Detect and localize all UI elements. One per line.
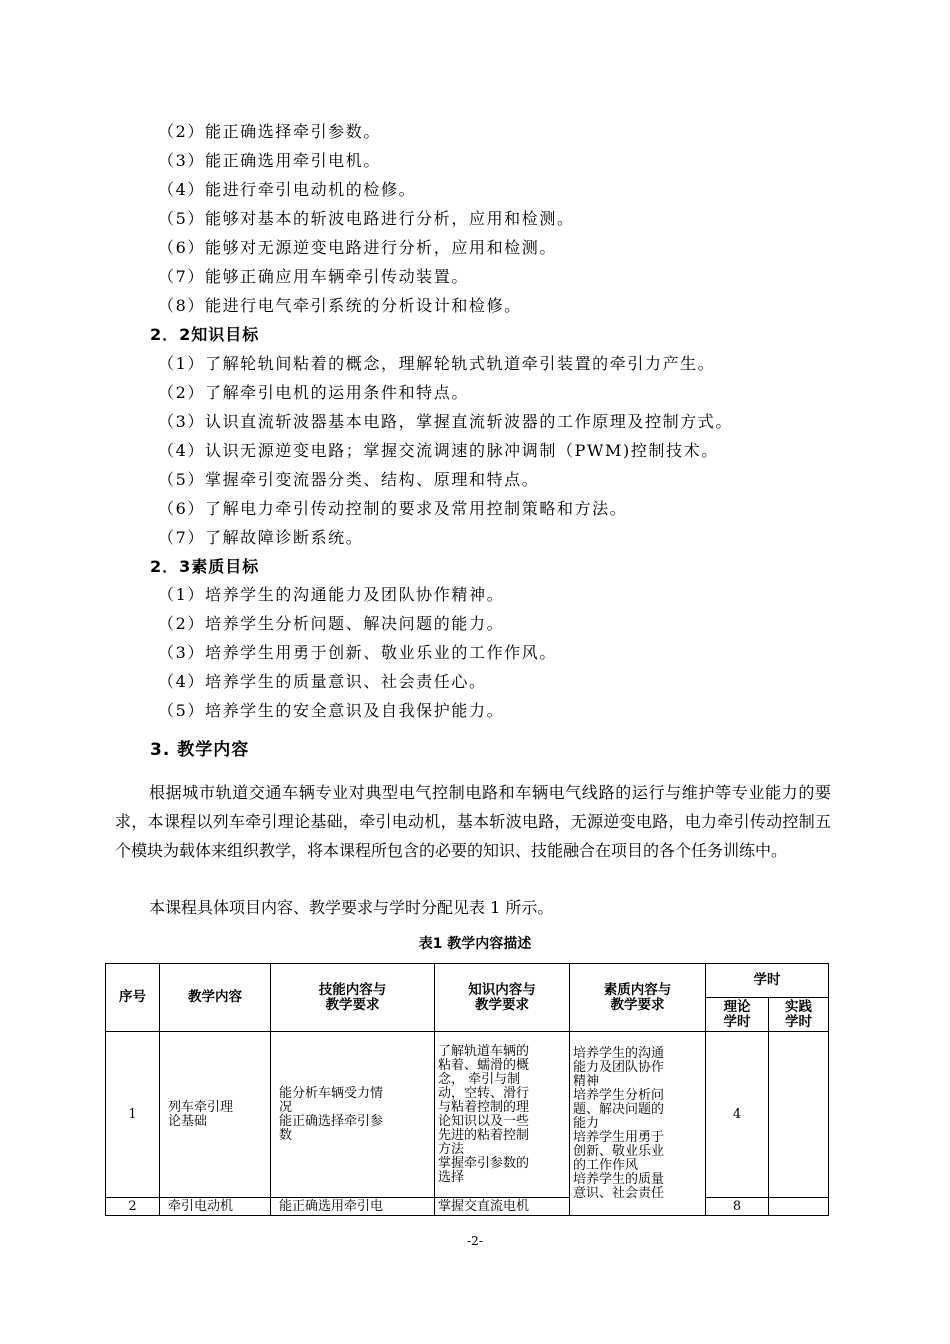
quality-objective-heading: 2．3素质目标 (150, 557, 260, 576)
quality-item: （2）培养学生分析问题、解决问题的能力。 (158, 614, 505, 633)
row-quality: 培养学生的沟通 能力及团队协作 精神 培养学生分析问 题、解决问题的 能力 培养学生用勇于 创新、敬业乐业 的工作作风 培养学生的质量 意识、社会责任 (570, 1032, 706, 1216)
skill-item: （4）能进行牵引电动机的检修。 (158, 180, 417, 199)
body-paragraph-table-ref: 本课程具体项目内容、教学要求与学时分配见表 1 所示。 (149, 898, 554, 917)
row-theory-hours: 4 (706, 1032, 769, 1198)
table-header-row (106, 964, 829, 998)
header-practice-hours: 实践 学时 (769, 998, 829, 1032)
page-number: -2- (467, 1234, 483, 1248)
header-skill: 技能内容与 教学要求 (271, 964, 435, 1032)
quality-item: （3）培养学生用勇于创新、敬业乐业的工作作风。 (158, 643, 557, 662)
table-row (106, 1032, 829, 1198)
teaching-content-heading: 3. 教学内容 (150, 740, 250, 760)
knowledge-item: （5）掌握牵引变流器分类、结构、原理和特点。 (158, 470, 540, 489)
header-no: 序号 (106, 964, 160, 1032)
row-knowledge: 了解轨道车辆的 粘着、蠕滑的概 念， 牵引与制 动，空转、滑行 与粘着控制的理 论知识以及一些 先进的粘着控制 方法 掌握牵引参数的 选择 (435, 1032, 570, 1198)
header-theory-hours: 理论 学时 (706, 998, 769, 1032)
body-paragraph: 根据城市轨道交通车辆专业对典型电气控制电路和车辆电气线路的运行与维护等专业能力的要求，本课程以列车牵引理论基础，牵引电动机，基本斩波电路，无源逆变电路，电力牵引传动控制五个模块为载体来组织教学，将本课程所包含的必要的知识、技能融合在项目的各个任务训练中。 (115, 783, 831, 860)
row-content: 牵引电动机 (160, 1198, 271, 1216)
skill-item: （8）能进行电气牵引系统的分析设计和检修。 (158, 296, 522, 315)
row-no: 2 (106, 1198, 160, 1216)
knowledge-item: （7）了解故障诊断系统。 (158, 528, 364, 547)
header-hours: 学时 (706, 964, 829, 998)
row-content: 列车牵引理 论基础 (160, 1032, 271, 1198)
quality-item: （1）培养学生的沟通能力及团队协作精神。 (158, 585, 505, 604)
header-knowledge: 知识内容与 教学要求 (435, 964, 570, 1032)
skill-item: （2）能正确选择牵引参数。 (158, 122, 381, 141)
skill-item: （7）能够正确应用车辆牵引传动装置。 (158, 267, 469, 286)
row-practice-hours (769, 1198, 829, 1216)
knowledge-item: （4）认识无源逆变电路；掌握交流调速的脉冲调制（PWM)控制技术。 (158, 441, 719, 460)
quality-item: （4）培养学生的质量意识、社会责任心。 (158, 672, 487, 691)
quality-item: （5）培养学生的安全意识及自我保护能力。 (158, 701, 505, 720)
skill-item: （3）能正确选用牵引电机。 (158, 151, 381, 170)
row-skill: 能正确选用牵引电 (271, 1198, 435, 1216)
table-row (106, 1198, 829, 1216)
row-theory-hours: 8 (706, 1198, 769, 1216)
row-knowledge: 掌握交直流电机 (435, 1198, 570, 1216)
knowledge-item: （1）了解轮轨间粘着的概念，理解轮轨式轨道牵引装置的牵引力产生。 (158, 354, 716, 373)
teaching-content-table (105, 963, 829, 1216)
row-practice-hours (769, 1032, 829, 1198)
row-no: 1 (106, 1032, 160, 1198)
header-quality: 素质内容与 教学要求 (570, 964, 706, 1032)
skill-item: （6）能够对无源逆变电路进行分析，应用和检测。 (158, 238, 557, 257)
knowledge-objective-heading: 2．2知识目标 (150, 325, 260, 344)
knowledge-item: （6）了解电力牵引传动控制的要求及常用控制策略和方法。 (158, 499, 628, 518)
header-content: 教学内容 (160, 964, 271, 1032)
table-caption: 表1 教学内容描述 (418, 936, 532, 952)
knowledge-item: （3）认识直流斩波器基本电路，掌握直流斩波器的工作原理及控制方式。 (158, 412, 733, 431)
row-skill: 能分析车辆受力情 况 能正确选择牵引参 数 (271, 1032, 435, 1198)
skill-item: （5）能够对基本的斩波电路进行分析，应用和检测。 (158, 209, 575, 228)
knowledge-item: （2）了解牵引电机的运用条件和特点。 (158, 383, 469, 402)
